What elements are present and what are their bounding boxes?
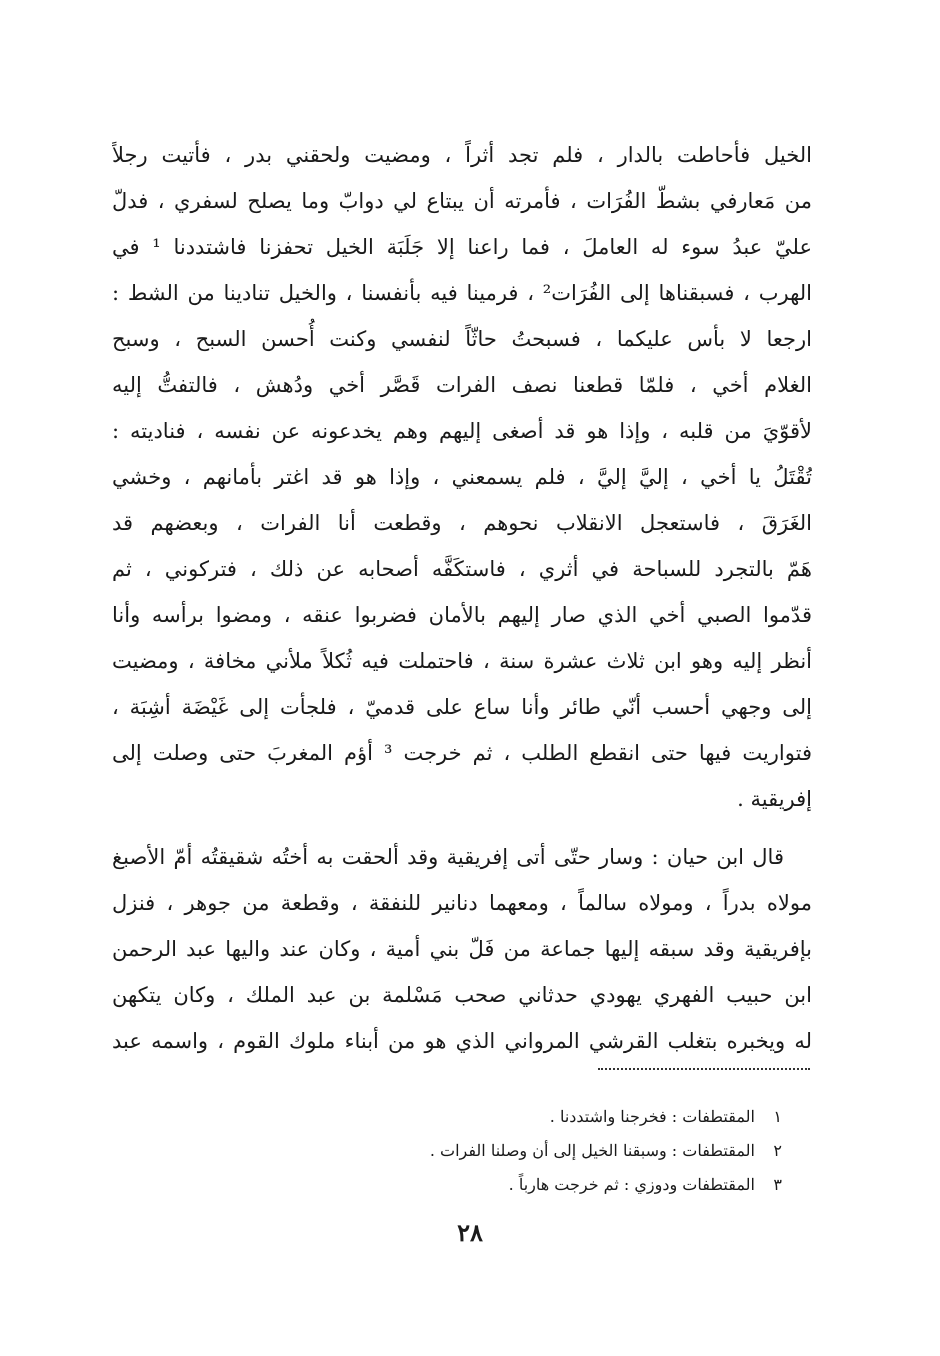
text-line: من مَعارفي بشطّ الفُرَات ، فأمرته أن يبتاع لي دوابّ وما يصلح لسفري ، فدلّ <box>112 189 812 213</box>
footnotes <box>222 1100 782 1202</box>
text-line: عليّ عبدُ سوء له العاملَ ، فما راعنا إلا جَلَبَة الخيل تحفزنا فاشتددنا ¹ في <box>112 235 812 259</box>
text-line: إلى وجهي أحسب أنّي طائر وأنا ساع على قدميّ ، فلجأت إلى غَيْضَة أشِبَة ، <box>112 695 812 719</box>
footnote-text: المقتطفات : فخرجنا واشتددنا . <box>549 1107 755 1126</box>
footnote-1 <box>222 1100 782 1134</box>
footnote-number: ٣ <box>773 1175 782 1194</box>
paragraph-gap <box>112 822 812 834</box>
footnote-2 <box>222 1134 782 1168</box>
text-line: الغلام أخي ، فلمّا قطعنا نصف الفرات قَصَّر أخي ودُهش ، فالتفتُّ إليه <box>112 373 812 397</box>
text-line: الهرب ، فسبقناها إلى الفُرَات² ، فرمينا فيه بأنفسنا ، والخيل تنادينا من الشط : <box>112 281 812 305</box>
footnote-3 <box>222 1168 782 1202</box>
text-line: إفريقية . <box>737 787 812 811</box>
text-line: هَمّ بالتجرد للسباحة في أثري ، فاستكَفَّه أصحابه عن ذلك ، فتركوني ، ثم <box>112 557 812 581</box>
text-line: لأقوّيَ من قلبه ، وإذا هو قد أصغى إليهم وهم يخدعونه عن نفسه ، فناديته : <box>112 419 812 443</box>
text-line: قال ابن حيان : وسار حتّى أتى إفريقية وقد ألحقت به أختُه شقيقتُه أمّ الأصبغ <box>112 845 784 869</box>
text-line: ابن حبيب الفهري يهودي حدثاني صحب مَسْلمة بن عبد الملك ، وكان يتكهن <box>112 983 812 1007</box>
text-line: فتواريت فيها حتى انقطع الطلب ، ثم خرجت ³ أؤم المغربَ حتى وصلت إلى <box>112 741 812 765</box>
footnote-text: المقتطفات : وسبقنا الخيل إلى أن وصلنا الفرات . <box>429 1141 755 1160</box>
text-line: مولاه بدراً ، ومولاه سالماً ، ومعهما دنانير للنفقة ، وقطعة من جوهر ، فنزل <box>112 891 812 915</box>
paragraph-2 <box>112 834 812 1064</box>
text-line: أنظر إليه وهو ابن ثلاث عشرة سنة ، فاحتملت فيه ثُكلاً ملأني مخافة ، ومضيت <box>112 649 812 673</box>
text-line: تُقْتَلُ يا أخي ، إليَّ إليَّ ، فلم يسمعني ، وإذا هو قد اغتر بأمانهم ، وخشي <box>112 465 812 489</box>
text-line: الغَرَقَ ، فاستعجل الانقلاب نحوهم ، وقطعت أنا الفرات ، وبعضهم قد <box>112 511 812 535</box>
paragraph-1 <box>112 132 812 822</box>
footnote-number: ١ <box>773 1107 782 1126</box>
text-line: ارجعا لا بأس عليكما ، فسبحتُ حاثّاً لنفسي وكنت أُحسن السبح ، وسبح <box>112 327 812 351</box>
text-line: بإفريقية وقد سبقه إليها جماعة من فَلّ بني أمية ، وكان عند واليها عبد الرحمن <box>112 937 812 961</box>
text-line: له ويخبره بتغلب القرشي المرواني الذي هو من أبناء ملوك القوم ، واسمه عبد <box>112 1029 812 1053</box>
page-number: ٢٨ <box>457 1218 483 1247</box>
footnote-separator <box>598 1068 810 1070</box>
footnote-text: المقتطفات ودوزي : ثم خرجت هارباً . <box>508 1175 755 1194</box>
text-line: قدّموا الصبي أخي الذي صار إليهم بالأمان فضربوا عنقه ، ومضوا برأسه وأنا <box>112 603 812 627</box>
main-text <box>112 132 812 1064</box>
footnote-number: ٢ <box>773 1141 782 1160</box>
text-line: الخيل فأحاطت بالدار ، فلم تجد أثراً ، ومضيت ولحقني بدر ، فأتيت رجلاً <box>112 143 812 167</box>
